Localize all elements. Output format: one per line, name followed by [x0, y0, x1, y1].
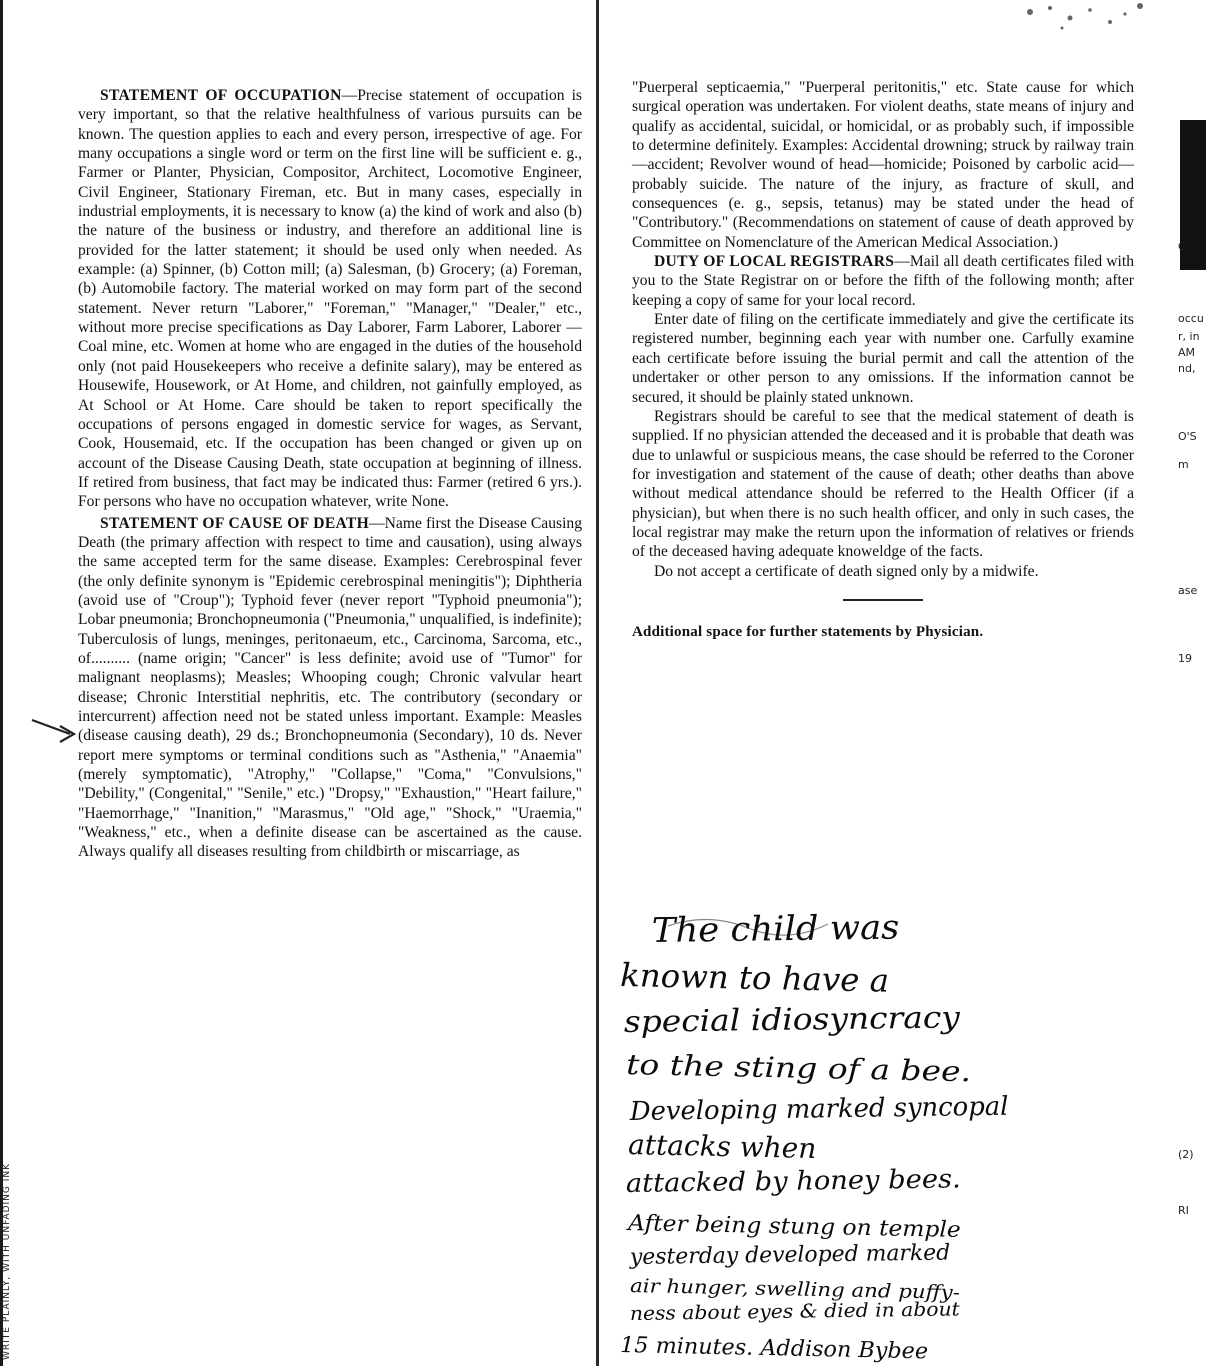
handwritten-line: known to have a: [619, 956, 887, 1000]
cause-continuation: "Puerperal septicaemia," "Puerperal peritonitis," etc. State cause for which surgical operation was undertaken. For violent deaths, state means of injury and qualify as accidental, suicidal, or homicidal, or as probably such, if impossible to determine definitely. Examples: Accidental drowning; struck by railway train—accident; Revolver wound of head—homicide; Poisoned by carbolic acid—probably suicide. The nature of the injury, as fracture of skull, and consequences (e. g., sepsis, tetanus) may be stated under the head of "Contributory." (Recommendations on statement of cause of death approved by Committee on Nomenclature of the American Medical Association.): [632, 79, 1134, 251]
adjacent-page-fragment: O'S: [1178, 430, 1197, 443]
filing-paragraph: Enter date of filing on the certificate immediately and give the certificate its registered number, beginning each year with number one. Carfully examine each certificate before issuing the burial permit and call the attention of the undertaker or other person to any omissions. If the information cannot be secured, it should be plainly stated unknown.: [632, 311, 1134, 406]
cause-heading: STATEMENT OF CAUSE OF DEATH: [100, 514, 370, 532]
instructions-right-column: [632, 78, 1134, 642]
occupation-heading: STATEMENT OF OCCUPATION: [100, 87, 342, 104]
handwritten-physician-note: [608, 896, 1188, 1366]
cause-body: —Name first the Disease Causing Death (the primary affection with respect to time and causation), using always the same accepted term for the same disease. Examples: Cerebrospinal fever (the only definite synonym is "Epidemic cerebrospinal meningitis"); Diphtheria (avoid use of "Croup"); Typhoid fever (never report "Typhoid pneumonia"); Lobar pneumonia; Bronchopneumonia ("Pneumonia," unqualified, is indefinite); Tuberculosis of lungs, meninges, peritonaeum, etc., Carcinoma, Sarcoma, etc., of.......... (name origin; "Cancer" is less definite; avoid use of "Tumor" for malignant neoplasms); Measles; Whooping cough; Chronic valvular heart disease; Chronic Interstitial nephritis, etc. The contributory (secondary or intercurrent) affection need not be stated unless important. Example: Measles (disease causing death), 29 ds.; Bronchopneumonia (Secondary), 10 ds. Never report mere symptoms or terminal conditions such as "Asthenia," "Anaemia" (merely symptomatic), "Atrophy," "Collapse," "Coma," "Convulsions," "Debility," (Congenital," "Senile," etc.) "Dropsy," "Exhaustion," "Heart failure," "Haemorrhage," "Inanition," "Marasmus," "Old age," "Shock," "Uraemia," "Weakness," etc., when a definite disease can be ascertained as the cause. Always qualify all diseases resulting from childbirth or miscarriage, as: [78, 514, 582, 861]
adjacent-page-fragment: nd,: [1178, 362, 1196, 375]
left-page-edge: [0, 0, 14, 1366]
adjacent-page-fragment: ase: [1178, 584, 1198, 597]
adjacent-page-fragment: m: [1178, 458, 1189, 471]
adjacent-page-fragment: r, in: [1178, 330, 1200, 343]
handwritten-line: The child was: [651, 907, 890, 951]
handwritten-line: to the sting of a bee.: [625, 1048, 920, 1088]
registrars-paragraph: [632, 252, 1134, 310]
handwritten-line: 15 minutes. Addison Bybee: [619, 1333, 925, 1365]
handwritten-line: attacked by honey bees.: [625, 1164, 945, 1199]
paper-damage-speckle: [1010, 0, 1170, 40]
adjacent-page-fragment: (2): [1178, 1148, 1194, 1161]
pencil-arrow-mark: [30, 712, 82, 746]
handwritten-line: Developing marked syncopal: [629, 1091, 1012, 1127]
section-divider: [843, 599, 923, 601]
additional-space-label: Additional space for further statements by Physician.: [632, 623, 984, 640]
left-edge-text: WRITE PLAINLY, WITH UNFADING INK: [2, 1162, 12, 1360]
registrars-body: —Mail all death certificates filed with you to the State Registrar on or before the fifth of the following month; after keeping a copy of same for your local record.: [632, 253, 1134, 309]
handwritten-line: air hunger, swelling and puffy-: [629, 1275, 925, 1304]
midwife-paragraph: Do not accept a certificate of death signed only by a midwife.: [654, 562, 1039, 580]
handwritten-line: yesterday developed marked: [629, 1240, 952, 1270]
adjacent-page-fragment: 19: [1178, 652, 1192, 665]
cause-paragraph: [78, 514, 582, 862]
handwritten-line: After being stung on temple: [627, 1211, 942, 1243]
adjacent-page-fragment: RI: [1178, 1204, 1189, 1217]
handwritten-line: attacks when: [627, 1128, 817, 1165]
adjacent-page-fragment: C: [1178, 240, 1186, 253]
instructions-left-column: [78, 86, 582, 862]
adjacent-page-strip: [1176, 0, 1206, 1366]
handwritten-line: ness about eyes & died in about: [629, 1298, 939, 1325]
adjacent-page-fragment: occu: [1178, 312, 1204, 325]
adjacent-page-fragment: AM: [1178, 346, 1196, 359]
occupation-body: —Precise statement of occupation is very important, so that the relative healthfulness of various pursuits can be known. The question applies to each and every person, irrespective of age. For many occupations a single word or term on the first line will be sufficient e. g., Farmer or Planter, Physician, Compositor, Architect, Locomotive Engineer, Civil Engineer, Stationary Fireman, etc. But in many cases, especially in industrial employments, it is necessary to know (a) the kind of work and also (b) the nature of the business or industry, and therefore an additional line is provided for the latter statement; it should be used only when needed. As example: (a) Spinner, (b) Cotton mill; (a) Salesman, (b) Grocery; (a) Foreman, (b) Automobile factory. The material worked on may form part of the second statement. Never return "Laborer," "Foreman," "Manager," "Dealer," etc., without more precise specifications as Day Laborer, Farm Laborer, Laborer — Coal mine, etc. Women at home who are engaged in the duties of the household only (not paid Housekeepers who receive a definite salary), may be entered as Housewife, Housework, or At Home, and children, not gainfully employed, as At School or At Home. Care should be taken to report specifically the occupations of persons engaged in domestic service for wages, as Servant, Cook, Housemaid, etc. If the occupation has been changed or given up on account of the Disease Causing Death, state occupation at beginning of illness. If retired from business, that fact may be indicated thus: Farmer (retired 6 yrs.). For persons who have no occupation whatever, write None.: [78, 87, 583, 511]
page-fold-line: [596, 0, 599, 1366]
careful-paragraph: Registrars should be careful to see that the medical statement of death is supplied. If no physician attended the deceased and it is probable that death was due to unlawful or suspicious means, the case should be referred to the Coroner for investigation and statement of the cause of death; other deaths than above without medical attendance should be referred to the Health Officer (if a physician), but when there is no such health officer, and only in such cases, the local registrar may make the return upon the information of relatives or friends of the deceased having adequate knoweldge of the facts.: [632, 407, 1134, 561]
handwritten-line: special idiosyncracy: [623, 1000, 931, 1040]
occupation-paragraph: [78, 86, 582, 512]
registrars-heading: DUTY OF LOCAL REGISTRARS: [654, 253, 895, 271]
